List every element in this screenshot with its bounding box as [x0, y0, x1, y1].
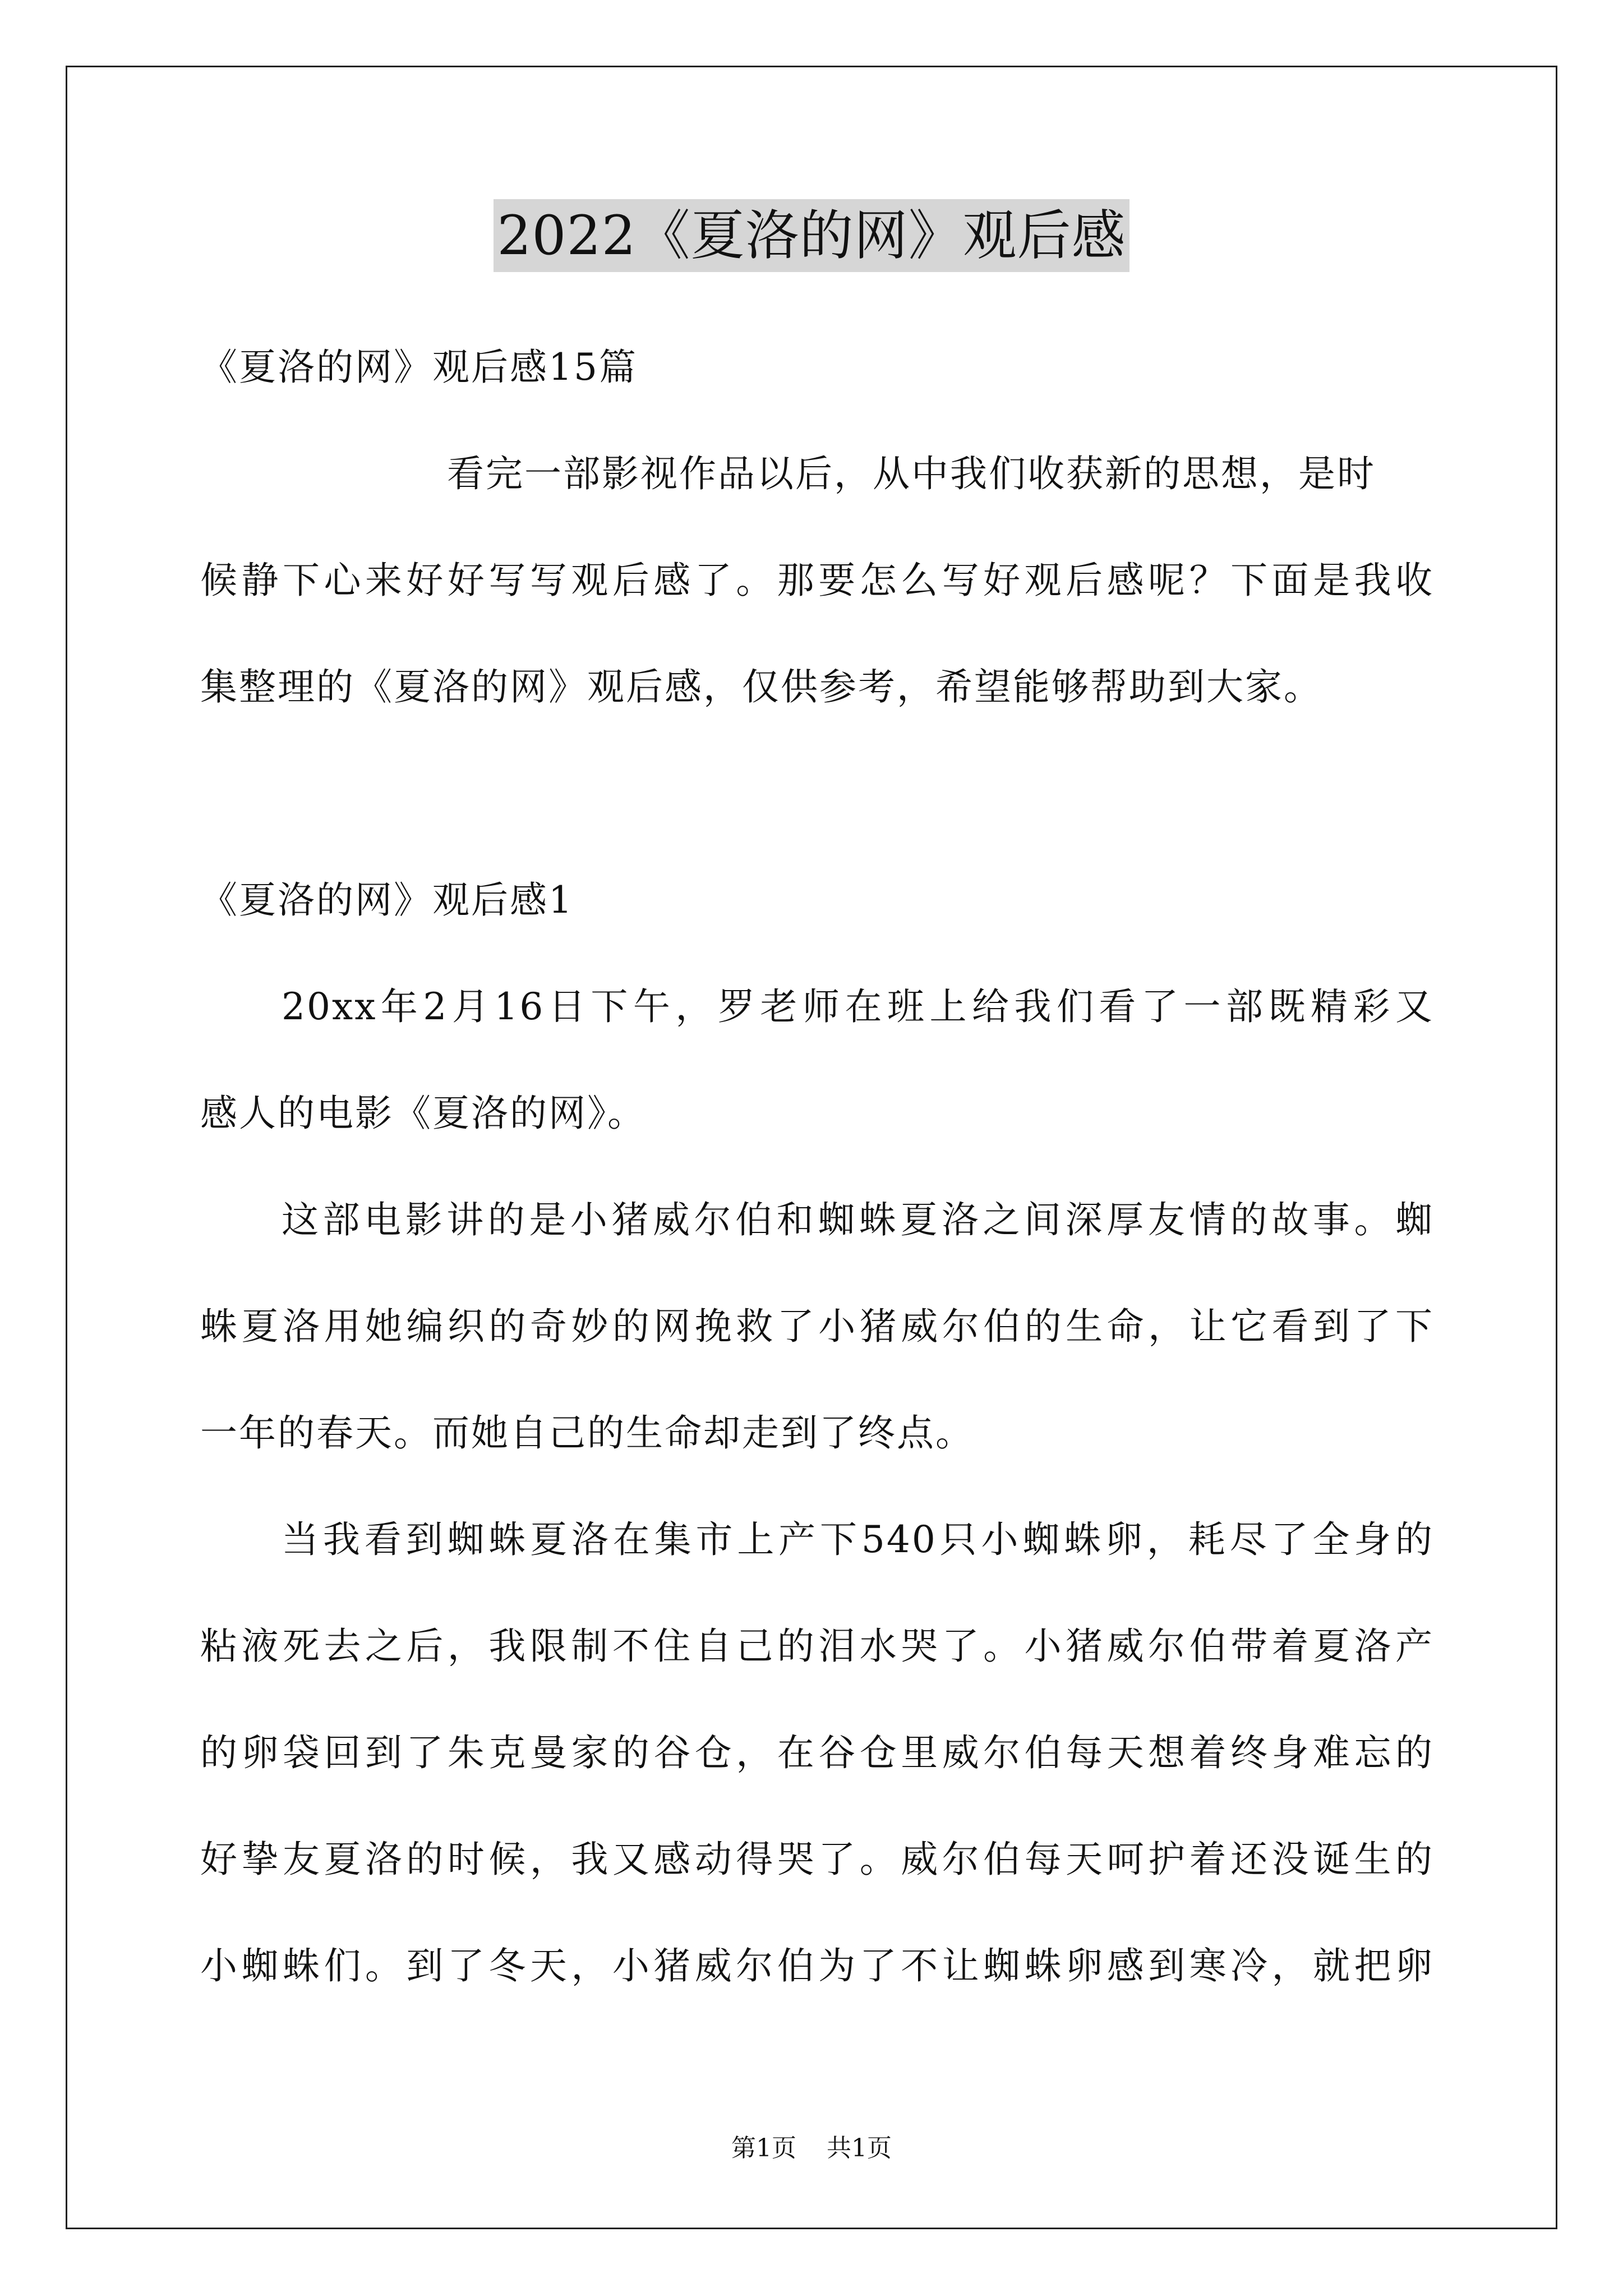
- page-number: 第1页: [731, 2134, 796, 2162]
- paragraph-line: 小蜘蛛们。到了冬天，小猪威尔伯为了不让蜘蛛卵感到寒冷，就把卵: [200, 1944, 1434, 1987]
- page-footer: [0, 2132, 1623, 2165]
- intro-line: 看完一部影视作品以后，从中我们收获新的思想，是时: [447, 452, 1376, 495]
- paragraph-line: 蛛夏洛用她编织的奇妙的网挽救了小猪威尔伯的生命，让它看到了下: [200, 1305, 1434, 1348]
- paragraph-line: 20xx年2月16日下午，罗老师在班上给我们看了一部既精彩又: [282, 985, 1434, 1028]
- section-heading: 《夏洛的网》观后感1: [200, 878, 574, 922]
- paragraph-line: 好挚友夏洛的时候，我又感动得哭了。威尔伯每天呵护着还没诞生的: [200, 1838, 1434, 1881]
- paragraph-line: 一年的春天。而她自己的生命却走到了终点。: [200, 1411, 974, 1455]
- document-title: 2022《夏洛的网》观后感: [494, 199, 1129, 272]
- paragraph-line: 粘液死去之后，我限制不住自己的泪水哭了。小猪威尔伯带着夏洛产: [200, 1625, 1434, 1668]
- paragraph-line: 这部电影讲的是小猪威尔伯和蜘蛛夏洛之间深厚友情的故事。蜘: [282, 1198, 1434, 1241]
- paragraph-line: 当我看到蜘蛛夏洛在集市上产下540只小蜘蛛卵，耗尽了全身的: [282, 1518, 1434, 1561]
- intro-line: 候静下心来好好写写观后感了。那要怎么写好观后感呢？下面是我收: [200, 559, 1434, 602]
- intro-line: 集整理的《夏洛的网》观后感，仅供参考，希望能够帮助到大家。: [200, 665, 1322, 708]
- page-total: 共1页: [827, 2134, 892, 2162]
- paragraph-line: 感人的电影《夏洛的网》。: [200, 1092, 646, 1135]
- paragraph-line: 的卵袋回到了朱克曼家的谷仓，在谷仓里威尔伯每天想着终身难忘的: [200, 1731, 1434, 1774]
- document-body: [200, 314, 1434, 2019]
- subtitle: 《夏洛的网》观后感15篇: [200, 346, 638, 389]
- title-container: [0, 199, 1623, 272]
- blank-line: [200, 740, 1434, 847]
